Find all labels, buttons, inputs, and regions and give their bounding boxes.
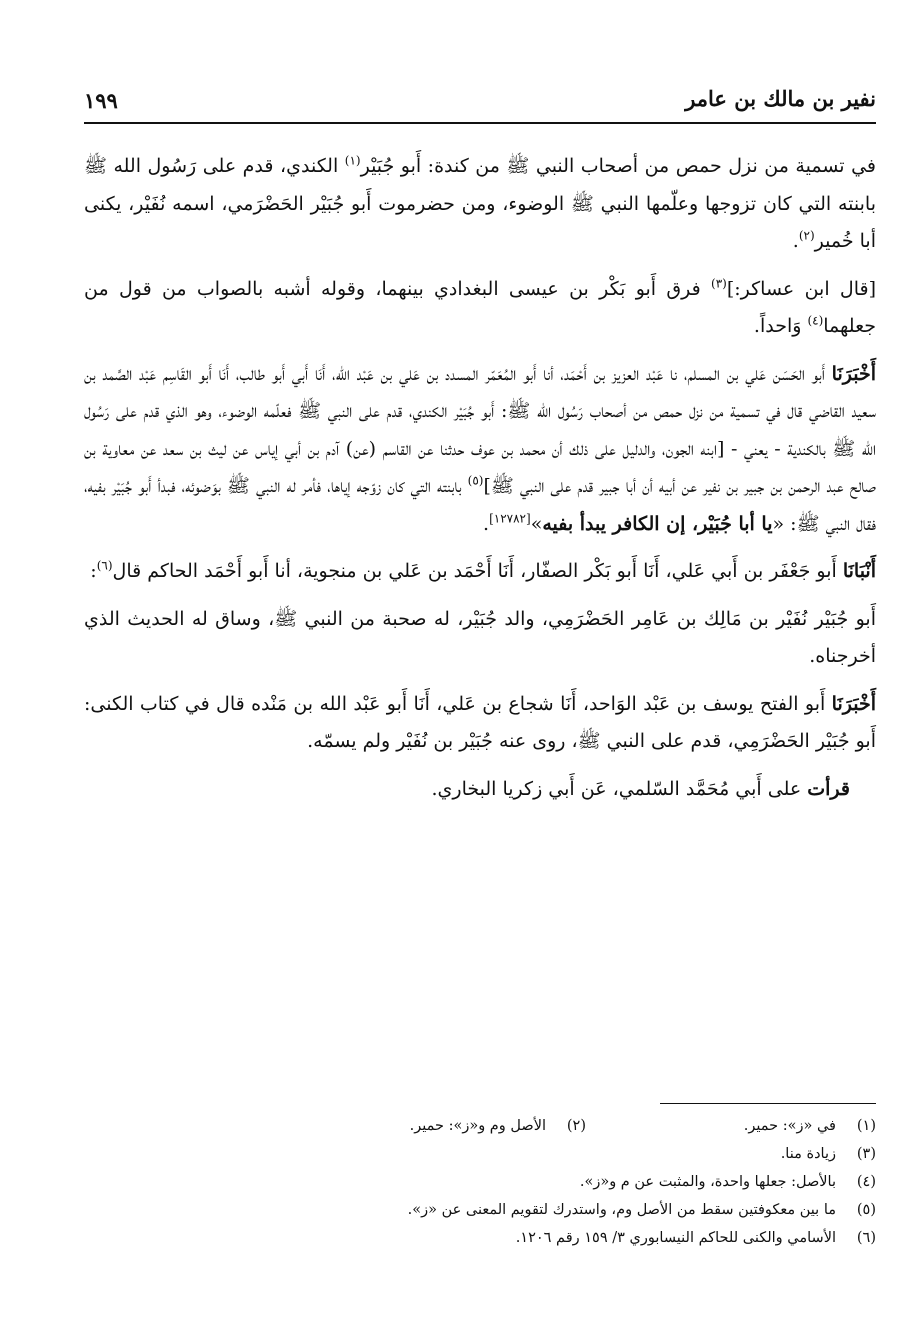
footnote-ref-1[interactable]: (١) (344, 153, 361, 168)
footnote-row (84, 1168, 876, 1196)
footnote-5 (408, 1196, 876, 1224)
footnote-4 (580, 1168, 876, 1196)
footnote-row (84, 1112, 876, 1140)
paragraph-6 (84, 686, 876, 761)
text: بابنته التي كان زوّجه إياها، فأمر له النبي ﷺ بوَضوئه، فبدأ أَبو جُبَيْر بفيه، فقال النبي ﷺ: « (84, 475, 876, 535)
footnote-row (84, 1224, 876, 1252)
isnad-lead: أَخْبَرَنَا (831, 692, 876, 715)
footnote-rule (660, 1103, 876, 1104)
page-header (84, 86, 876, 122)
footnote-text: زيادة منا. (780, 1146, 836, 1162)
footnote-text: بالأصل: جعلها واحدة، والمثبت عن م و«ز». (579, 1174, 836, 1190)
footnote-ref-4[interactable]: (٤) (807, 313, 824, 328)
footnote-number: (٢) (566, 1118, 586, 1134)
hadith-text: يا أبا جُبَيْر، إن الكافر يبدأ بفيه (542, 512, 773, 535)
text: في تسمية من نزل حمص من أصحاب النبي ﷺ من كندة: أَبو جُبَيْر (360, 155, 876, 177)
footnote-ref-6[interactable]: (٦) (96, 558, 113, 573)
footnote-number: (٤) (856, 1174, 876, 1190)
header-rule (84, 122, 876, 124)
text: . (792, 230, 799, 252)
text: » (530, 512, 543, 535)
paragraph-7 (84, 771, 876, 809)
text: . (483, 512, 490, 535)
text: : (90, 560, 97, 582)
footnote-text: في «ز»: حمير. (743, 1118, 836, 1134)
page-number: ١٩٩ (84, 88, 118, 113)
footnote-text: الأسامي والكنى للحاكم النيسابوري ٣/ ١٥٩ رقم ١٢٠٦. (515, 1230, 836, 1246)
footnote-text: الأصل وم و«ز»: حمير. (409, 1118, 546, 1134)
isnad-lead: أَخْبَرَنَا (831, 362, 876, 385)
footnote-number: (٥) (856, 1202, 876, 1218)
paragraph-1 (84, 148, 876, 261)
hadith-number: [١٢٧٨٢] (489, 511, 531, 526)
paragraph-4 (84, 553, 876, 591)
paragraph-3 (84, 356, 876, 544)
footnote-ref-2[interactable]: (٢) (798, 228, 815, 243)
footnote-3 (781, 1140, 876, 1168)
text: [قال ابن عساكر:] (726, 277, 876, 300)
text: فرق أَبو بَكْر بن عيسى البغدادي بينهما، وقوله أشبه بالصواب من قول من جعلهما (84, 277, 876, 337)
text: وَاحداً. (753, 315, 808, 337)
text: الكندي، قدم على رَسُول الله ﷺ بابنته التي كان تزوجها وعلّمها النبي ﷺ الوضوء، ومن حضرموت أَبو جُبَيْر الحَضْرَمي، اسمه نُفَيْر، يكنى أبا خُمير (84, 155, 876, 252)
paragraph-2 (84, 271, 876, 346)
footnote-1 (586, 1112, 876, 1140)
footnote-text: ما بين معكوفتين سقط من الأصل وم، واستدرك لتقويم المعنى عن «ز». (407, 1202, 836, 1218)
footnote-2 (410, 1112, 586, 1140)
paragraph-5 (84, 601, 876, 676)
footnote-ref-3[interactable]: (٣) (711, 276, 727, 291)
footnote-number: (٦) (856, 1230, 876, 1246)
text: أَبو جَعْفَر بن أَبي عَلي، أَنَا أَبو بَكْر الصفّار، أَنَا أَحْمَد بن عَلي بن منجوية، أنا أَبو أَحْمَد الحاكم قال (112, 560, 843, 582)
footnote-ref-5[interactable]: (٥) (467, 473, 484, 488)
footnote-number: (٣) (856, 1146, 876, 1162)
isnad-lead: قرأت (807, 777, 850, 800)
footnotes (84, 1112, 876, 1252)
text: أَبو الفتح يوسف بن عَبْد الوَاحد، أَنَا شجاع بن عَلي، أَنَا أَبو عَبْد الله بن مَنْده قال في كتاب الكنى: أَبو جُبَيْر الحَضْرَمِي، قدم على النبي ﷺ، روى عنه جُبَيْر بن نُفَيْر ولم يسمّه. (84, 692, 876, 752)
footnote-number: (١) (856, 1118, 876, 1134)
main-text (84, 148, 876, 818)
isnad-lead: أَنْبَانَا (842, 560, 876, 582)
text: أَبو جُبَيْر نُفَيْر بن مَالِك بن عَامِر الحَضْرَمِي، والد جُبَيْر، له صحبة من النبي ﷺ، وساق له الحديث الذي أخرجناه. (84, 607, 876, 667)
footnote-6 (516, 1224, 876, 1252)
footnote-row (84, 1196, 876, 1224)
footnote-row (84, 1140, 876, 1168)
text: على أَبي مُحَمَّد السّلمي، عَن أَبي زكريا البخاري. (431, 777, 808, 800)
running-title: نفير بن مالك بن عامر (685, 86, 876, 111)
text: أَبو الحَسَن عَلي بن المسلم، نا عَبْد العزيز بن أَحْمَد، أنا أَبو المُعَمّر المسدد بن عَلي بن عَبْد الله، أَنَا أَبي أَبو طالب، أَنَا أَبو القَاسِم عَبْد الصَّمد بن سعيد القاضي قال في تسمية من نزل حمص من أصحاب رَسُول الله ﷺ: أَبو جُبَيْر الكندي، قدم على النبي ﷺ فعلّمه الوضوء، وهو الذي قدم على رَسُول الله ﷺ بالكندية - يعني - [ابنه الجون، والدليل على ذلك أن محمد بن عوف حدثنا عن القاسم (عن) آدم بن أبي إياس عن ليث بن سعد عن معاوية بن صالح عبد الرحمن بن جبير بن نفير عن أبيه أن أبا جبير قدم على النبي ﷺ] (84, 362, 876, 497)
